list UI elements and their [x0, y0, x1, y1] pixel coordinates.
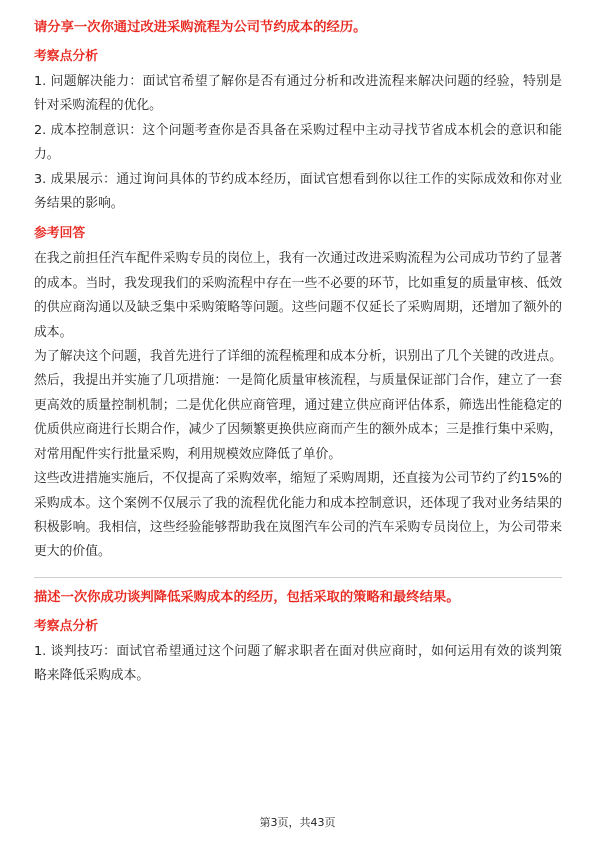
q2-analysis-heading: 考察点分析: [34, 618, 98, 634]
spacer: [34, 216, 562, 224]
q1-analysis-item: 2. 成本控制意识：这个问题考查你是否具备在采购过程中主动寻找节省成本机会的意识和能力。: [34, 122, 562, 163]
q1-answer-paragraph: 这些改进措施实施后，不仅提高了采购效率，缩短了采购周期，还直接为公司节约了约15%的采购成本。这个案例不仅展示了我的流程优化能力和成本控制意识，还体现了我对业务结果的积极影响。我相信，这些经验能够帮助我在岚图汽车公司的汽车采购专员岗位上，为公司带来更大的价值。: [34, 471, 562, 560]
q1-answer-paragraph: 在我之前担任汽车配件采购专员的岗位上，我有一次通过改进采购流程为公司成功节约了显著的成本。当时，我发现我们的采购流程中存在一些不必要的环节，比如重复的质量审核、低效的供应商沟通以及缺乏集中采购策略等问题。这些问题不仅延长了采购周期，还增加了额外的成本。: [34, 251, 562, 340]
q1-answer-paragraph: 为了解决这个问题，我首先进行了详细的流程梳理和成本分析，识别出了几个关键的改进点。然后，我提出并实施了几项措施：一是简化质量审核流程，与质量保证部门合作，建立了一套更高效的质量控制机制；二是优化供应商管理，通过建立供应商评估体系，筛选出性能稳定的优质供应商进行长期合作，减少了因频繁更换供应商而产生的额外成本；三是推行集中采购，对常用配件实行批量采购，利用规模效应降低了单价。: [34, 349, 562, 462]
q1-answer-heading: 参考回答: [34, 226, 86, 242]
page-content: [34, 18, 562, 689]
question-2-title: 描述一次你成功谈判降低采购成本的经历，包括采取的策略和最终结果。: [34, 589, 460, 605]
q2-analysis-item: 1. 谈判技巧：面试官希望通过这个问题了解求职者在面对供应商时，如何运用有效的谈判策略来降低采购成本。: [34, 643, 562, 684]
question-1-title: 请分享一次你通过改进采购流程为公司节约成本的经历。: [34, 20, 367, 35]
q1-analysis-item: 1. 问题解决能力：面试官希望了解你是否有通过分析和改进流程来解决问题的经验，特别是针对采购流程的优化。: [34, 74, 562, 114]
q1-analysis-item: 3. 成果展示：通过询问具体的节约成本经历，面试官想看到你以往工作的实际成效和你对业务结果的影响。: [34, 171, 562, 212]
q1-analysis-heading: 考察点分析: [34, 49, 98, 64]
section-divider: [34, 577, 562, 578]
page-number: 第3页，共43页: [259, 816, 336, 829]
